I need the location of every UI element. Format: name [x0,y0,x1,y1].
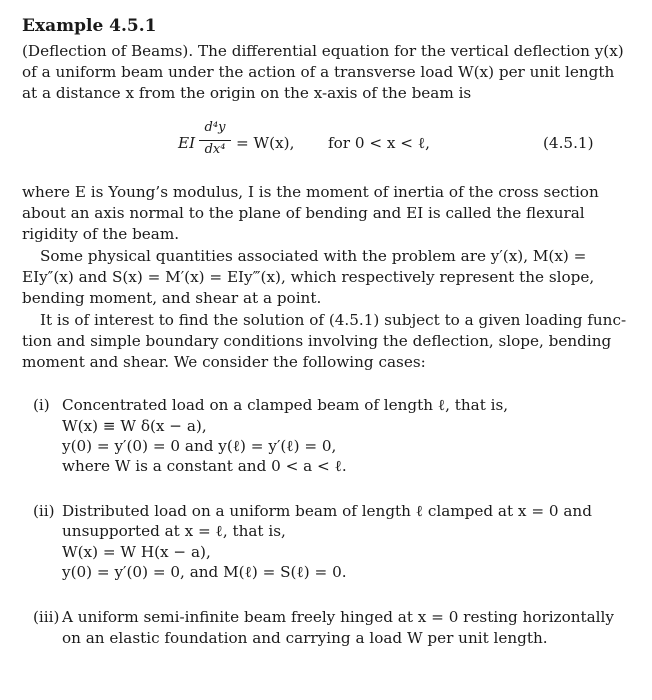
para3-line-1: It is of interest to find the solution of (4.5.1) subject to a given loading func- [40,311,627,329]
intro-line-3: at a distance x from the origin on the x-axis of the beam is [22,84,472,102]
after-eq-line-2: about an axis normal to the plane of bending and EI is called the flexural [22,204,585,222]
example-title: Example 4.5.1 [22,16,157,36]
case-iii-label: (iii) [33,608,60,626]
intro-line-1: (Deflection of Beams). The differential equation for the vertical deflection y(x) [22,42,624,60]
case-ii-label: (ii) [33,502,55,520]
equation-number: (4.5.1) [543,134,594,152]
equation-rhs: = W(x), [236,134,295,152]
case-i-line-4: where W is a constant and 0 < a < ℓ. [62,457,347,475]
equation-condition: for 0 < x < ℓ, [328,134,430,152]
intro-line-2: of a uniform beam under the action of a transverse load W(x) per unit length [22,63,615,81]
after-eq-line-3: rigidity of the beam. [22,225,180,243]
para2-line-3: bending moment, and shear at a point. [22,289,322,307]
case-i-line-3: y(0) = y′(0) = 0 and y(ℓ) = y′(ℓ) = 0, [62,437,337,455]
case-i-line-1: Concentrated load on a clamped beam of length ℓ, that is, [62,396,509,414]
case-ii-line-1: Distributed load on a uniform beam of length ℓ clamped at x = 0 and [62,502,592,520]
case-ii-line-3: W(x) = W H(x − a), [62,543,211,561]
para3-line-3: moment and shear. We consider the following cases: [22,353,426,371]
case-iii-line-2: on an elastic foundation and carrying a load W per unit length. [62,629,548,647]
equation-numerator: d⁴y [204,120,226,135]
para3-line-2: tion and simple boundary conditions involving the deflection, slope, bending [22,332,612,350]
para2-line-2: EIy″(x) and S(x) = M′(x) = EIy‴(x), which respectively represent the slope, [22,268,595,286]
case-i-line-2: W(x) ≡ W δ(x − a), [62,417,207,435]
equation-coefficient: EI [178,134,196,152]
equation-fraction-bar [199,140,231,141]
case-iii-line-1: A uniform semi-infinite beam freely hinged at x = 0 resting horizontally [62,608,614,626]
after-eq-line-1: where E is Young’s modulus, I is the moment of inertia of the cross section [22,183,599,201]
equation-denominator: dx⁴ [204,142,226,157]
para2-line-1: Some physical quantities associated with the problem are y′(x), M(x) = [40,247,587,265]
case-i-label: (i) [33,396,50,414]
case-ii-line-4: y(0) = y′(0) = 0, and M(ℓ) = S(ℓ) = 0. [62,563,347,581]
case-ii-line-2: unsupported at x = ℓ, that is, [62,522,286,540]
